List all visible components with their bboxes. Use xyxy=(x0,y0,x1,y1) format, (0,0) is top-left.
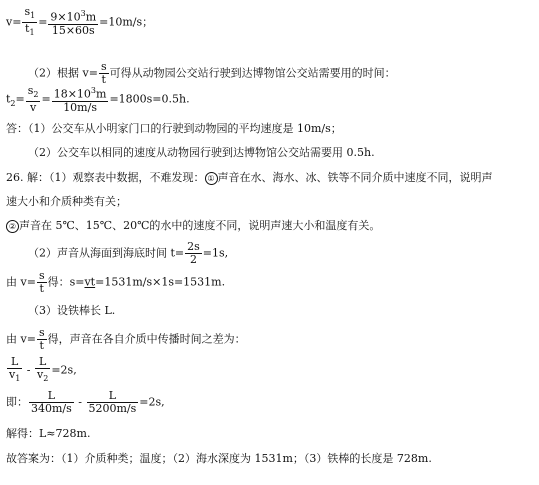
minus: - xyxy=(23,363,35,377)
denominator: 15×60s xyxy=(51,24,95,38)
subscript: 2 xyxy=(33,90,39,100)
denominator: v xyxy=(30,101,37,115)
numerator: L xyxy=(29,390,74,403)
denominator: v xyxy=(37,368,44,381)
unit: m xyxy=(85,11,97,25)
text-line-7: 速大小和介质种类有关； xyxy=(6,195,127,208)
subscript: 1 xyxy=(30,11,36,21)
formula-prefix: t xyxy=(6,92,11,106)
line-text: =2s, xyxy=(139,395,165,409)
answer-line-2: （2）公交车以相同的速度从动物园行驶到达博物馆公交站需要用 0.5h. xyxy=(28,146,375,159)
equals: = xyxy=(41,92,51,106)
subscript: 1 xyxy=(29,28,35,38)
numerator: L xyxy=(7,356,22,369)
line-text: 声音在水、海水、冰、铁等不同介质中速度不同，说明声 xyxy=(217,171,493,184)
text-line-8 xyxy=(6,219,380,233)
equals: = xyxy=(15,92,25,106)
denominator: 5200m/s xyxy=(88,402,137,415)
fraction-values xyxy=(52,85,109,114)
problem-26-line xyxy=(6,171,493,185)
equals: = xyxy=(38,15,48,29)
line-text: 声音在 5℃、15℃、20℃的水中的速度不同，说明声速大小和温度有关。 xyxy=(19,219,381,232)
text-line-11: （3）设铁棒长 L. xyxy=(28,304,116,317)
final-answer-line: 故答案为：（1）介质种类；温度；（2）海水深度为 1531m；（3）铁棒的长度是 728m. xyxy=(6,452,432,465)
numerator: L xyxy=(87,390,139,403)
denominator: 2 xyxy=(189,253,197,266)
text-line-15: 解得：L≈728m. xyxy=(6,427,91,440)
denominator: t xyxy=(39,339,44,352)
subscript: 2 xyxy=(43,374,49,384)
line-prefix: 由 v= xyxy=(6,275,36,289)
line-prefix: （2）根据 v= xyxy=(28,66,98,80)
numerator: 2s xyxy=(187,240,200,253)
denominator: 10m/s xyxy=(63,100,97,114)
line-prefix: （2）声音从海面到海底时间 t= xyxy=(28,246,185,260)
fraction-s1-t1 xyxy=(22,6,37,39)
superscript: 3 xyxy=(90,86,97,96)
formula-result: =10m/s； xyxy=(99,15,154,29)
superscript: 3 xyxy=(80,9,86,19)
fraction-L-v2 xyxy=(35,356,50,385)
text-line-9 xyxy=(28,241,228,266)
formula-line-14 xyxy=(6,390,165,415)
line-text: =2s, xyxy=(51,363,77,377)
fraction-s-t xyxy=(37,327,47,352)
denominator: 340m/s xyxy=(31,402,72,415)
line-text: 可得从动物园公交站行驶到达博物馆公交站需要用的时间： xyxy=(109,66,396,80)
formula-line-speed xyxy=(6,6,153,39)
denominator: t xyxy=(39,282,44,295)
fraction-L-5200 xyxy=(87,390,139,415)
formula-prefix: v= xyxy=(6,15,22,29)
underlined-vt: vt xyxy=(84,275,96,289)
denominator: v xyxy=(9,368,16,381)
numerator: 9×10 xyxy=(50,11,81,25)
line-prefix: 即： xyxy=(6,395,28,409)
unit: m xyxy=(96,87,107,101)
fraction-2s-2 xyxy=(185,241,202,266)
line-prefix: 26. 解：（1）观察表中数据，不难发现： xyxy=(6,171,205,184)
fraction-s-t xyxy=(37,270,47,295)
formula-line-13 xyxy=(6,356,77,385)
fraction-s-t xyxy=(99,61,109,86)
text-line-12 xyxy=(6,327,246,352)
subscript: 1 xyxy=(15,374,21,384)
line-prefix: 由 v= xyxy=(6,332,36,346)
numerator: s xyxy=(38,269,45,282)
numerator: s xyxy=(100,60,107,73)
fraction-values xyxy=(48,8,98,37)
numerator: s xyxy=(24,5,31,18)
numerator: L xyxy=(35,356,50,369)
line-text: 得，声音在各自介质中传播时间之差为： xyxy=(47,332,246,346)
fraction-s2-v xyxy=(26,85,41,114)
line-text: =1531m/s×1s=1531m. xyxy=(95,275,226,289)
minus: - xyxy=(74,395,86,409)
numerator: s xyxy=(38,326,45,339)
line-text: 得：s= xyxy=(47,275,85,289)
line-text: =1s, xyxy=(202,246,229,260)
formula-line-time xyxy=(6,85,190,114)
denominator: t xyxy=(101,73,106,86)
fraction-L-v1 xyxy=(7,356,22,385)
text-line-2 xyxy=(28,61,396,86)
numerator: s xyxy=(27,84,34,97)
answer-line-1: 答：（1）公交车从小明家门口的行驶到动物园的平均速度是 10m/s； xyxy=(6,122,342,135)
circled-one-icon: ① xyxy=(205,172,218,185)
text-line-10 xyxy=(6,270,225,295)
numerator: 18×10 xyxy=(53,87,91,101)
fraction-L-340 xyxy=(29,390,74,415)
denominator: t xyxy=(25,22,30,36)
circled-two-icon: ② xyxy=(6,220,19,233)
formula-result: =1800s=0.5h. xyxy=(109,92,190,106)
subscript: 2 xyxy=(10,98,16,108)
